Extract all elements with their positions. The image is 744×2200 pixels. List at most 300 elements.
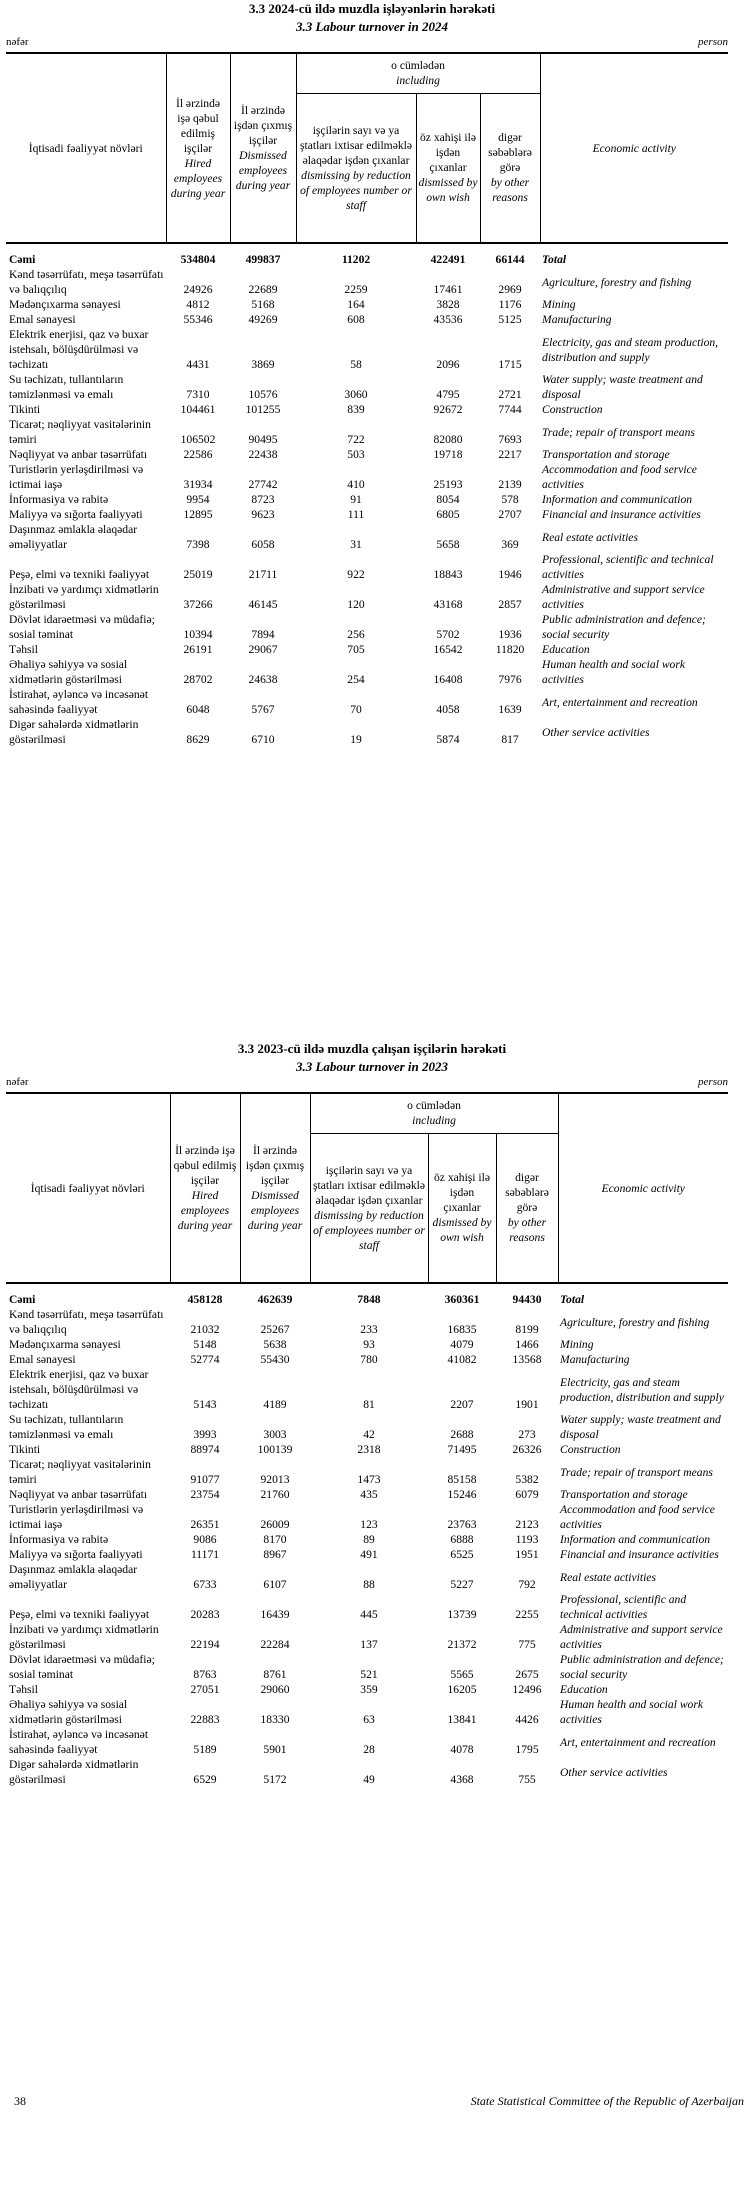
hired-count: 24926 xyxy=(183,283,213,296)
activity-name-az: Digər sahələrdə xidmətlərin göstərilməsi xyxy=(9,718,139,746)
table-row xyxy=(6,1367,728,1412)
activity-name-az: Nəqliyyat və anbar təsərrüfatı xyxy=(9,448,148,461)
activity-name-az: Ticarət; nəqliyyat vasitələrinin təmiri xyxy=(9,1458,151,1486)
table-row xyxy=(6,1682,728,1697)
dismissed-count: 90495 xyxy=(248,433,278,446)
activity-name-az: Emal sənayesi xyxy=(9,1353,76,1366)
other-reasons-count: 1715 xyxy=(498,358,522,371)
labour-turnover-table xyxy=(6,1092,728,1787)
own-wish-count: 16205 xyxy=(447,1683,477,1696)
other-reasons-count: 6079 xyxy=(515,1488,539,1501)
own-wish-count: 16408 xyxy=(433,673,463,686)
hired-count: 22194 xyxy=(190,1638,220,1651)
other-reasons-count: 1936 xyxy=(498,628,522,641)
dismissed-count: 8723 xyxy=(251,493,275,506)
other-reasons-count: 2139 xyxy=(498,478,522,491)
publisher-name: State Statistical Committee of the Republic of Azerbaijan xyxy=(470,2094,744,2108)
table-row xyxy=(6,312,728,327)
reduction-count: 3060 xyxy=(344,388,368,401)
reduction-count: 491 xyxy=(360,1548,378,1561)
activity-name-az: Digər sahələrdə xidmətlərin göstərilməsi xyxy=(9,1758,139,1786)
header-dismissed: İl ərzində işdən çıxmış işçilər Dismissed employees during year xyxy=(230,53,296,243)
own-wish-count: 4368 xyxy=(450,1773,474,1786)
activity-name-en: Art, entertainment and recreation xyxy=(560,1735,716,1749)
own-wish-count: 15246 xyxy=(447,1488,477,1501)
header-activity-en: Economic activity xyxy=(540,53,728,243)
own-wish-count: 5565 xyxy=(450,1668,474,1681)
other-reasons-count: 2675 xyxy=(515,1668,539,1681)
dismissed-count: 5638 xyxy=(263,1338,287,1351)
other-reasons-count: 2217 xyxy=(498,448,522,461)
page-footer xyxy=(0,2094,744,2112)
activity-name-en: Professional, scientific and technical activities xyxy=(560,1593,687,1621)
table-row xyxy=(6,687,728,717)
other-reasons-count: 1901 xyxy=(515,1398,539,1411)
dismissed-count: 25267 xyxy=(260,1323,290,1336)
dismissed-count: 101255 xyxy=(245,403,281,416)
header-hired: İl ərzində işə qəbul edilmiş işçilər Hired employees during year xyxy=(166,53,230,243)
unit-label-az: nəfər xyxy=(6,36,29,48)
unit-row xyxy=(0,36,744,52)
own-wish-count: 16835 xyxy=(447,1323,477,1336)
header-reduction: işçilərin sayı və ya ştatları ixtisar edilməklə əlaqədar işdən çıxanlar dismissing by reduction of employees number or staff xyxy=(310,1133,428,1283)
own-wish-count: 422491 xyxy=(430,253,466,266)
table-row xyxy=(6,327,728,372)
reduction-count: 7848 xyxy=(357,1293,381,1306)
table-row xyxy=(6,1592,728,1622)
own-wish-count: 92672 xyxy=(433,403,463,416)
reduction-count: 1473 xyxy=(357,1473,381,1486)
header-including: o cümlədən including xyxy=(296,53,540,93)
table-row xyxy=(6,1337,728,1352)
activity-name-en: Manufacturing xyxy=(542,313,612,326)
activity-name-en: Public administration and defence; social security xyxy=(542,613,706,641)
own-wish-count: 25193 xyxy=(433,478,463,491)
activity-name-az: Kənd təsərrüfatı, meşə təsərrüfatı və balıqçılıq xyxy=(9,1308,164,1336)
dismissed-count: 22689 xyxy=(248,283,278,296)
other-reasons-count: 2969 xyxy=(498,283,522,296)
own-wish-count: 21372 xyxy=(447,1638,477,1651)
activity-name-az: Cəmi xyxy=(9,253,36,266)
other-reasons-count: 5125 xyxy=(498,313,522,326)
other-reasons-count: 1951 xyxy=(515,1548,539,1561)
other-reasons-count: 8199 xyxy=(515,1323,539,1336)
own-wish-count: 5658 xyxy=(436,538,460,551)
dismissed-count: 3003 xyxy=(263,1428,287,1441)
table-row xyxy=(6,1502,728,1532)
activity-name-en: Electricity, gas and steam production, distribution and supply xyxy=(542,335,719,364)
activity-name-az: İnzibati və yardımçı xidmətlərin göstərilməsi xyxy=(9,583,159,611)
dismissed-count: 9623 xyxy=(251,508,275,521)
table-row xyxy=(6,492,728,507)
activity-name-az: Elektrik enerjisi, qaz və buxar istehsalı, bölüşdürülməsi və təchizatı xyxy=(9,328,149,371)
table-row xyxy=(6,1442,728,1457)
table-body xyxy=(6,243,728,747)
reduction-count: 111 xyxy=(347,508,365,521)
activity-name-az: Maliyyə və sığorta fəaliyyəti xyxy=(9,508,143,521)
dismissed-count: 5168 xyxy=(251,298,275,311)
table-row xyxy=(6,297,728,312)
hired-count: 20283 xyxy=(190,1608,220,1621)
activity-name-az: Elektrik enerjisi, qaz və buxar istehsalı, bölüşdürülməsi və təchizatı xyxy=(9,1368,149,1411)
other-reasons-count: 578 xyxy=(501,493,519,506)
reduction-count: 19 xyxy=(350,733,362,746)
activity-name-en: Total xyxy=(542,253,567,266)
activity-name-az: Turistlərin yerləşdirilməsi və ictimai iaşə xyxy=(9,1503,144,1531)
table-row xyxy=(6,402,728,417)
table-row xyxy=(6,1562,728,1592)
own-wish-count: 4079 xyxy=(450,1338,474,1351)
table-row xyxy=(6,1352,728,1367)
activity-name-az: Təhsil xyxy=(9,643,38,656)
dismissed-count: 29067 xyxy=(248,643,278,656)
unit-row xyxy=(0,1076,744,1092)
activity-name-en: Construction xyxy=(542,403,603,416)
table-row xyxy=(6,507,728,522)
hired-count: 55346 xyxy=(183,313,213,326)
header-hired: İl ərzində işə qəbul edilmiş işçilər Hired employees during year xyxy=(170,1093,240,1283)
activity-name-az: Ticarət; nəqliyyat vasitələrinin təmiri xyxy=(9,418,151,446)
other-reasons-count: 1193 xyxy=(515,1533,539,1546)
table-row xyxy=(6,372,728,402)
table-row xyxy=(6,1652,728,1682)
header-own-wish: öz xahişi ilə işdən çıxanlar dismissed by own wish xyxy=(416,93,480,243)
activity-name-az: Nəqliyyat və anbar təsərrüfatı xyxy=(9,1488,148,1501)
activity-name-az: Peşə, elmi və texniki fəaliyyət xyxy=(9,568,150,581)
own-wish-count: 16542 xyxy=(433,643,463,656)
reduction-count: 2318 xyxy=(357,1443,381,1456)
activity-name-en: Transportation and storage xyxy=(542,448,670,461)
own-wish-count: 23763 xyxy=(447,1518,477,1531)
other-reasons-count: 66144 xyxy=(495,253,525,266)
own-wish-count: 2207 xyxy=(450,1398,474,1411)
reduction-count: 120 xyxy=(347,598,365,611)
other-reasons-count: 7976 xyxy=(498,673,522,686)
other-reasons-count: 792 xyxy=(518,1578,536,1591)
activity-name-en: Professional, scientific and technical activities xyxy=(542,553,714,581)
dismissed-count: 4189 xyxy=(263,1398,287,1411)
reduction-count: 233 xyxy=(360,1323,378,1336)
dismissed-count: 92013 xyxy=(260,1473,290,1486)
unit-label-en: person xyxy=(698,36,728,48)
reduction-count: 89 xyxy=(363,1533,375,1546)
table-title-en: 3.3 Labour turnover in 2024 xyxy=(295,19,449,34)
dismissed-count: 5172 xyxy=(263,1773,287,1786)
own-wish-count: 18843 xyxy=(433,568,463,581)
reduction-count: 70 xyxy=(350,703,362,716)
dismissed-count: 49269 xyxy=(248,313,278,326)
reduction-count: 435 xyxy=(360,1488,378,1501)
other-reasons-count: 273 xyxy=(518,1428,536,1441)
activity-name-en: Trade; repair of transport means xyxy=(542,425,695,439)
activity-name-az: İnformasiya və rabitə xyxy=(9,1533,109,1546)
own-wish-count: 13841 xyxy=(447,1713,477,1726)
other-reasons-count: 2721 xyxy=(498,388,522,401)
header-activity-az: İqtisadi fəaliyyət növləri xyxy=(6,1093,170,1283)
own-wish-count: 85158 xyxy=(447,1473,477,1486)
hired-count: 8763 xyxy=(193,1668,217,1681)
table-row xyxy=(6,1457,728,1487)
reduction-count: 521 xyxy=(360,1668,378,1681)
dismissed-count: 100139 xyxy=(257,1443,293,1456)
activity-name-en: Agriculture, forestry and fishing xyxy=(560,1315,710,1329)
table-row xyxy=(6,1697,728,1727)
own-wish-count: 13739 xyxy=(447,1608,477,1621)
activity-name-en: Electricity, gas and steam production, distribution and supply xyxy=(560,1375,724,1404)
table-body xyxy=(6,1283,728,1787)
hired-count: 9086 xyxy=(193,1533,217,1546)
reduction-count: 31 xyxy=(350,538,362,551)
hired-count: 3993 xyxy=(193,1428,217,1441)
own-wish-count: 43168 xyxy=(433,598,463,611)
hired-count: 23754 xyxy=(190,1488,220,1501)
activity-name-az: Emal sənayesi xyxy=(9,313,76,326)
activity-name-az: Mədənçıxarma sənayesi xyxy=(9,1338,121,1351)
own-wish-count: 3828 xyxy=(436,298,460,311)
reduction-count: 839 xyxy=(347,403,365,416)
activity-name-az: Daşınmaz əmlakla əlaqədar əməliyyatlar xyxy=(9,1563,138,1591)
dismissed-count: 462639 xyxy=(257,1293,293,1306)
reduction-count: 11202 xyxy=(341,253,371,266)
activity-name-en: Other service activities xyxy=(560,1765,668,1779)
dismissed-count: 8170 xyxy=(263,1533,287,1546)
activity-name-en: Art, entertainment and recreation xyxy=(542,695,698,709)
hired-count: 9954 xyxy=(186,493,210,506)
hired-count: 5189 xyxy=(193,1743,217,1756)
activity-name-az: Tikinti xyxy=(9,403,41,416)
other-reasons-count: 13568 xyxy=(512,1353,542,1366)
own-wish-count: 82080 xyxy=(433,433,463,446)
activity-name-en: Mining xyxy=(560,1338,594,1351)
header-activity-en: Economic activity xyxy=(558,1093,728,1283)
table-row xyxy=(6,447,728,462)
other-reasons-count: 1176 xyxy=(498,298,522,311)
activity-name-az: Təhsil xyxy=(9,1683,38,1696)
reduction-count: 410 xyxy=(347,478,365,491)
reduction-count: 445 xyxy=(360,1608,378,1621)
reduction-count: 359 xyxy=(360,1683,378,1696)
hired-count: 104461 xyxy=(180,403,216,416)
activity-name-az: Tikinti xyxy=(9,1443,41,1456)
activity-name-en: Information and communication xyxy=(542,493,693,506)
header-reduction: işçilərin sayı və ya ştatları ixtisar edilməklə əlaqədar işdən çıxanlar dismissing by reduction of employees number or staff xyxy=(296,93,416,243)
dismissed-count: 6107 xyxy=(263,1578,287,1591)
hired-count: 37266 xyxy=(183,598,213,611)
dismissed-count: 5901 xyxy=(263,1743,287,1756)
own-wish-count: 5702 xyxy=(436,628,460,641)
activity-name-az: Turistlərin yerləşdirilməsi və ictimai iaşə xyxy=(9,463,144,491)
table-title-az: 3.3 2024-cü ildə muzdla işləyənlərin hərəkəti xyxy=(248,1,496,16)
dismissed-count: 55430 xyxy=(260,1353,290,1366)
other-reasons-count: 4426 xyxy=(515,1713,539,1726)
activity-name-en: Water supply; waste treatment and disposal xyxy=(542,373,703,401)
hired-count: 52774 xyxy=(190,1353,220,1366)
other-reasons-count: 817 xyxy=(501,733,519,746)
reduction-count: 58 xyxy=(350,358,362,371)
hired-count: 458128 xyxy=(187,1293,223,1306)
dismissed-count: 499837 xyxy=(245,253,281,266)
activity-name-az: Mədənçıxarma sənayesi xyxy=(9,298,121,311)
hired-count: 7398 xyxy=(186,538,210,551)
activity-name-az: Dövlət idarəetməsi və müdafiə; sosial təminat xyxy=(9,613,155,641)
activity-name-az: Maliyyə və sığorta fəaliyyəti xyxy=(9,1548,143,1561)
activity-name-en: Trade; repair of transport means xyxy=(560,1465,713,1479)
dismissed-count: 16439 xyxy=(260,1608,290,1621)
activity-name-az: Cəmi xyxy=(9,1293,36,1306)
hired-count: 31934 xyxy=(183,478,213,491)
dismissed-count: 27742 xyxy=(248,478,278,491)
own-wish-count: 43536 xyxy=(433,313,463,326)
other-reasons-count: 7693 xyxy=(498,433,522,446)
dismissed-count: 7894 xyxy=(251,628,275,641)
activity-name-en: Financial and insurance activities xyxy=(560,1548,719,1561)
labour-turnover-table xyxy=(6,52,728,747)
reduction-count: 28 xyxy=(363,1743,375,1756)
unit-label-az: nəfər xyxy=(6,1076,29,1088)
hired-count: 10394 xyxy=(183,628,213,641)
activity-name-en: Education xyxy=(542,643,590,656)
hired-count: 25019 xyxy=(183,568,213,581)
page-number: 38 xyxy=(14,2094,26,2108)
own-wish-count: 6525 xyxy=(450,1548,474,1561)
activity-name-en: Real estate activities xyxy=(542,530,638,544)
activity-name-en: Human health and social work activities xyxy=(542,658,686,686)
other-reasons-count: 26326 xyxy=(512,1443,542,1456)
other-reasons-count: 12496 xyxy=(512,1683,542,1696)
own-wish-count: 4078 xyxy=(450,1743,474,1756)
hired-count: 4431 xyxy=(186,358,210,371)
hired-count: 5143 xyxy=(193,1398,217,1411)
dismissed-count: 29060 xyxy=(260,1683,290,1696)
table-row xyxy=(6,657,728,687)
activity-name-en: Human health and social work activities xyxy=(560,1698,704,1726)
other-reasons-count: 775 xyxy=(518,1638,536,1651)
other-reasons-count: 2857 xyxy=(498,598,522,611)
other-reasons-count: 1466 xyxy=(515,1338,539,1351)
hired-count: 6733 xyxy=(193,1578,217,1591)
reduction-count: 88 xyxy=(363,1578,375,1591)
total-row xyxy=(6,243,728,267)
other-reasons-count: 2255 xyxy=(515,1608,539,1621)
other-reasons-count: 755 xyxy=(518,1773,536,1786)
hired-count: 5148 xyxy=(193,1338,217,1351)
reduction-count: 2259 xyxy=(344,283,368,296)
table-title-az: 3.3 2023-cü ildə muzdla çalışan işçilərin hərəkəti xyxy=(237,1041,507,1056)
table-row xyxy=(6,642,728,657)
table-title-en: 3.3 Labour turnover in 2023 xyxy=(295,1059,449,1074)
dismissed-count: 22284 xyxy=(260,1638,290,1651)
own-wish-count: 4058 xyxy=(436,703,460,716)
dismissed-count: 24638 xyxy=(248,673,278,686)
own-wish-count: 4795 xyxy=(436,388,460,401)
hired-count: 28702 xyxy=(183,673,213,686)
activity-name-az: Peşə, elmi və texniki fəaliyyət xyxy=(9,1608,150,1621)
activity-name-en: Transportation and storage xyxy=(560,1488,688,1501)
own-wish-count: 2096 xyxy=(436,358,460,371)
activity-name-en: Water supply; waste treatment and disposal xyxy=(560,1413,721,1441)
other-reasons-count: 5382 xyxy=(515,1473,539,1486)
hired-count: 88974 xyxy=(190,1443,220,1456)
dismissed-count: 18330 xyxy=(260,1713,290,1726)
activity-name-en: Education xyxy=(560,1683,608,1696)
table-row xyxy=(6,267,728,297)
reduction-count: 49 xyxy=(363,1773,375,1786)
header-other-reasons: digər səbəblərə görə by other reasons xyxy=(496,1133,558,1283)
activity-name-en: Real estate activities xyxy=(560,1570,656,1584)
other-reasons-count: 1639 xyxy=(498,703,522,716)
hired-count: 22586 xyxy=(183,448,213,461)
dismissed-count: 8967 xyxy=(263,1548,287,1561)
table-row xyxy=(6,1307,728,1337)
table-section-2023 xyxy=(0,1040,744,1787)
dismissed-count: 22438 xyxy=(248,448,278,461)
table-row xyxy=(6,1412,728,1442)
reduction-count: 137 xyxy=(360,1638,378,1651)
activity-name-az: Əhaliyə səhiyyə və sosial xidmətlərin göstərilməsi xyxy=(9,658,128,686)
hired-count: 534804 xyxy=(180,253,216,266)
activity-name-en: Accommodation and food service activities xyxy=(560,1503,715,1531)
hired-count: 27051 xyxy=(190,1683,220,1696)
reduction-count: 42 xyxy=(363,1428,375,1441)
other-reasons-count: 2123 xyxy=(515,1518,539,1531)
reduction-count: 81 xyxy=(363,1398,375,1411)
hired-count: 4812 xyxy=(186,298,210,311)
other-reasons-count: 1795 xyxy=(515,1743,539,1756)
activity-name-en: Agriculture, forestry and fishing xyxy=(542,275,692,289)
own-wish-count: 6888 xyxy=(450,1533,474,1546)
dismissed-count: 26009 xyxy=(260,1518,290,1531)
other-reasons-count: 94430 xyxy=(512,1293,542,1306)
activity-name-en: Public administration and defence; social security xyxy=(560,1653,724,1681)
activity-name-en: Manufacturing xyxy=(560,1353,630,1366)
own-wish-count: 17461 xyxy=(433,283,463,296)
table-row xyxy=(6,417,728,447)
activity-name-az: İnzibati və yardımçı xidmətlərin göstərilməsi xyxy=(9,1623,159,1651)
table-row xyxy=(6,1757,728,1787)
table-row xyxy=(6,1622,728,1652)
activity-name-az: İstirahət, əyləncə və incəsənət sahəsində fəaliyyət xyxy=(9,688,149,716)
activity-name-az: Dövlət idarəetməsi və müdafiə; sosial təminat xyxy=(9,1653,155,1681)
activity-name-az: Su təchizatı, tullantıların təmizlənməsi və emalı xyxy=(9,1413,124,1441)
own-wish-count: 71495 xyxy=(447,1443,477,1456)
activity-name-az: İstirahət, əyləncə və incəsənət sahəsində fəaliyyət xyxy=(9,1728,149,1756)
other-reasons-count: 369 xyxy=(501,538,519,551)
dismissed-count: 21711 xyxy=(248,568,278,581)
reduction-count: 722 xyxy=(347,433,365,446)
reduction-count: 922 xyxy=(347,568,365,581)
activity-name-en: Total xyxy=(560,1293,585,1306)
hired-count: 6048 xyxy=(186,703,210,716)
activity-name-en: Financial and insurance activities xyxy=(542,508,701,521)
hired-count: 21032 xyxy=(190,1323,220,1336)
table-row xyxy=(6,462,728,492)
table-row xyxy=(6,612,728,642)
activity-name-az: İnformasiya və rabitə xyxy=(9,493,109,506)
dismissed-count: 21760 xyxy=(260,1488,290,1501)
activity-name-az: Kənd təsərrüfatı, meşə təsərrüfatı və balıqçılıq xyxy=(9,268,164,296)
table-row xyxy=(6,1532,728,1547)
reduction-count: 254 xyxy=(347,673,365,686)
activity-name-az: Daşınmaz əmlakla əlaqədar əməliyyatlar xyxy=(9,523,138,551)
other-reasons-count: 7744 xyxy=(498,403,522,416)
table-row xyxy=(6,1547,728,1562)
header-including: o cümlədən including xyxy=(310,1093,558,1133)
reduction-count: 780 xyxy=(360,1353,378,1366)
own-wish-count: 5874 xyxy=(436,733,460,746)
header-own-wish: öz xahişi ilə işdən çıxanlar dismissed by own wish xyxy=(428,1133,496,1283)
total-row xyxy=(6,1283,728,1307)
dismissed-count: 46145 xyxy=(248,598,278,611)
